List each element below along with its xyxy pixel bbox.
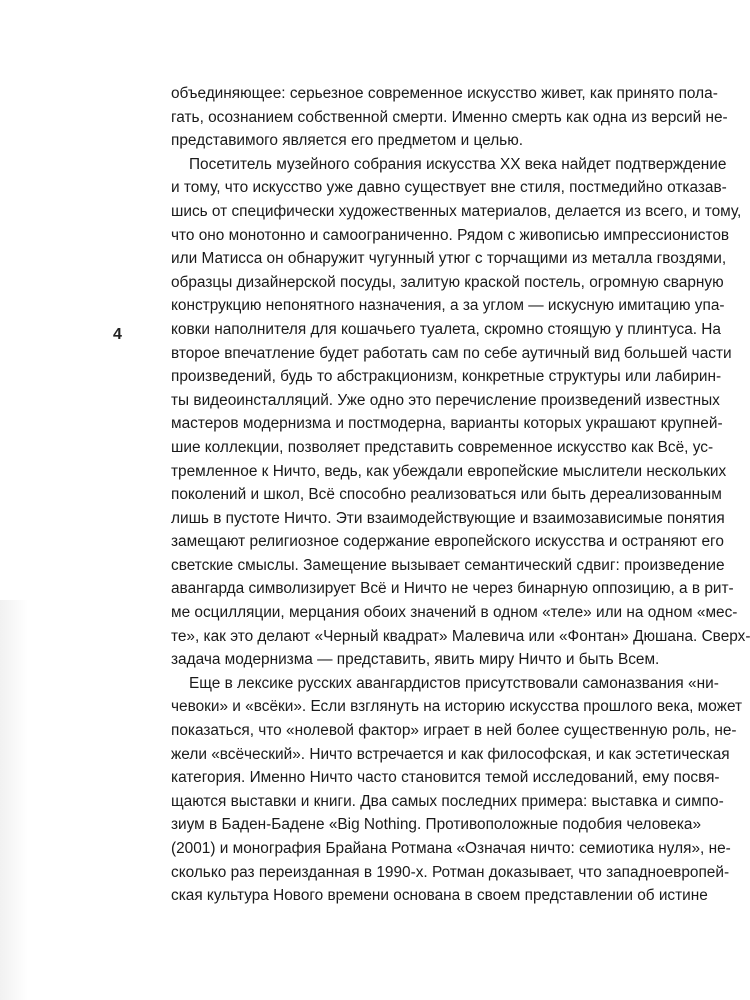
page-number: 4 (113, 326, 122, 343)
text-line: щаются выставки и книги. Два самых последних примера: выставка и симпо- (171, 792, 724, 810)
body-text (171, 82, 750, 908)
text-line: поколений и школ, Всё способно реализоваться или быть дереализованным (171, 486, 722, 504)
text-line: сколько раз переизданная в 1990-х. Ротман доказывает, что западноевропей- (171, 863, 730, 881)
text-line: мастеров модернизма и постмодерна, варианты которых украшают крупней- (171, 415, 723, 433)
text-line: конструкцию непонятного назначения, а за углом — искусную имитацию упа- (171, 297, 725, 315)
text-line: образцы дизайнерской посуды, залитую краской постель, огромную сварную (171, 273, 724, 291)
text-line: Посетитель музейного собрания искусства XX века найдет подтверждение (189, 155, 727, 173)
text-line: показаться, что «нолевой фактор» играет в ней более существенную роль, не- (171, 722, 737, 740)
text-line: замещают религиозное содержание европейского искусства и остраняют его (171, 533, 724, 551)
paragraph-2 (171, 153, 750, 672)
text-line: ская культура Нового времени основана в своем представлении об истине (171, 887, 708, 905)
text-line: произведений, будь то абстракционизм, конкретные структуры или лабирин- (171, 368, 722, 386)
text-line: чевоки» и «всёки». Если взглянуть на историю искусства прошлого века, может (171, 698, 743, 716)
text-line: или Матисса он обнаружит чугунный утюг с торчащими из металла гвоздями, (171, 250, 727, 268)
text-line: шие коллекции, позволяет представить современное искусство как Всё, ус- (171, 438, 714, 456)
text-line: те», как это делают «Черный квадрат» Малевича или «Фонтан» Дюшана. Сверх- (171, 627, 750, 645)
paragraph-1 (171, 82, 728, 153)
text-line: ковки наполнителя для кошачьего туалета, скромно стоящую у плинтуса. На (171, 320, 721, 338)
text-line: (2001) и монография Брайана Ротмана «Означая ничто: семиотика нуля», не- (171, 840, 731, 857)
text-line: жели «всёческий». Ничто встречается и как философская, и как эстетическая (171, 745, 730, 763)
text-line: представимого является его предметом и целью. (171, 132, 524, 150)
text-line: и тому, что искусство уже давно существует вне стиля, постмедийно отказав- (171, 179, 727, 197)
text-line: ты видеоинсталляций. Уже одно это перечисление произведений известных (171, 391, 720, 409)
text-line: лишь в пустоте Ничто. Эти взаимодействующие и взаимозависимые понятия (171, 509, 725, 527)
text-line: светские смыслы. Замещение вызывает семантический сдвиг: произведение (171, 556, 725, 574)
text-line: ме осцилляции, мерцания обоих значений в одном «теле» или на одном «мес- (171, 604, 738, 622)
text-line: зиум в Баден-Бадене «Big Nothing. Противоположные подобия человека» (171, 816, 702, 834)
paragraph-3 (171, 672, 743, 908)
text-line: авангарда символизирует Всё и Ничто не через бинарную оппозицию, а в рит- (171, 580, 734, 598)
text-line: объединяющее: серьезное современное искусство живет, как принято пола- (171, 85, 718, 102)
text-line: шись от специфически художественных материалов, делается из всего, и тому, (171, 202, 742, 220)
text-line: тремленное к Ничто, ведь, как убеждали европейские мыслители нескольких (171, 462, 727, 480)
text-line: гать, осознанием собственной смерти. Именно смерть как одна из версий не- (171, 108, 728, 126)
text-line: второе впечатление будет работать сам по себе аутичный вид большей части (171, 344, 732, 362)
page-gutter-shadow (0, 600, 28, 1000)
text-line: категория. Именно Ничто часто становится темой исследований, ему посвя- (171, 769, 720, 787)
text-line: что оно монотонно и самоограниченно. Рядом с живописью импрессионистов (171, 226, 730, 244)
text-line: Еще в лексике русских авангардистов присутствовали самоназвания «ни- (189, 674, 719, 692)
text-line: задача модернизма — представить, явить миру Ничто и быть Всем. (171, 651, 660, 669)
